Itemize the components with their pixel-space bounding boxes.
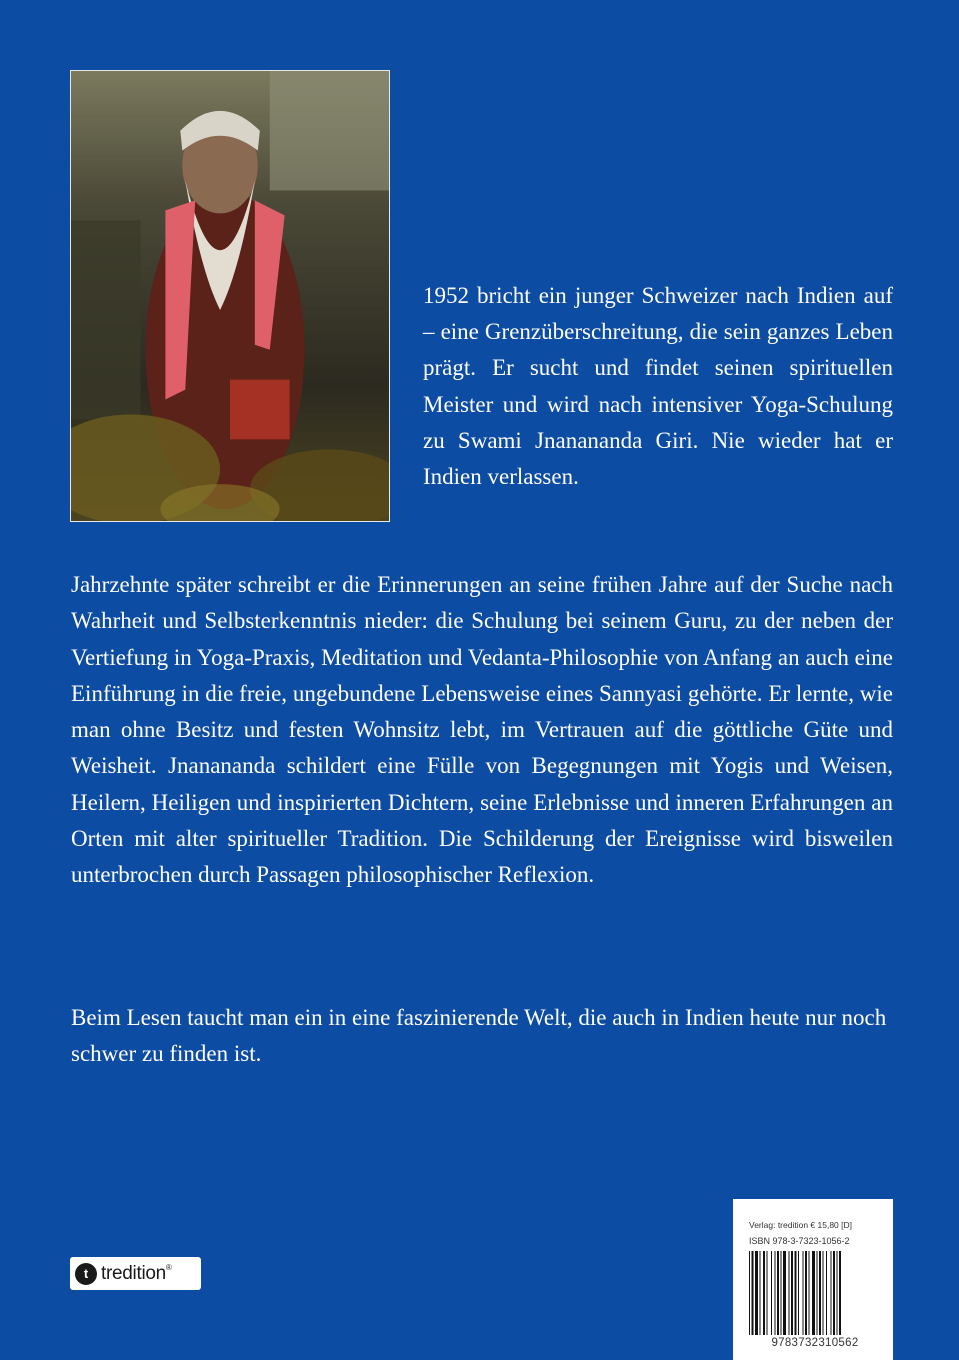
- barcode-bar: [763, 1251, 765, 1335]
- barcode-bar: [777, 1251, 779, 1335]
- registered-mark: ®: [165, 1263, 172, 1272]
- publisher-logo: [70, 1257, 201, 1290]
- intro-paragraph: 1952 bricht ein junger Schweizer nach Indien auf – eine Grenzüberschreitung, die sein ganzes Leben prägt. Er sucht und findet seinen spirituellen Meister und wird nach intensiver Yoga-Schulung zu Swami Jnanananda Giri. Nie wieder hat er Indien verlassen.: [423, 283, 893, 490]
- publisher-name: tredition: [101, 1262, 166, 1284]
- barcode-bar: [755, 1251, 758, 1335]
- tredition-logo-icon: t: [75, 1263, 97, 1285]
- barcode-digits: 9783732310562: [771, 1337, 859, 1349]
- barcode-bar: [826, 1251, 827, 1335]
- barcode-bar: [839, 1251, 841, 1335]
- barcode-icon: [749, 1251, 881, 1335]
- barcode-bar: [789, 1251, 790, 1335]
- barcode-bar: [760, 1251, 761, 1335]
- barcode-box: [733, 1199, 893, 1360]
- barcode-bar: [771, 1251, 772, 1335]
- barcode-bar: [749, 1251, 750, 1335]
- barcode-bar: [809, 1251, 810, 1335]
- barcode-bar: [752, 1251, 754, 1335]
- portrait-photo: [71, 71, 389, 521]
- closing-paragraph: Beim Lesen taucht man ein in eine faszinierende Welt, die auch in Indien heute nur noch schwer zu finden ist.: [71, 1005, 887, 1067]
- publisher-price: Verlag: tredition € 15,80 [D]: [749, 1220, 853, 1230]
- barcode-bar: [837, 1251, 838, 1335]
- barcode-bar: [819, 1251, 821, 1335]
- author-photo: [70, 70, 390, 522]
- isbn-label: ISBN 978-3-7323-1056-2: [749, 1236, 850, 1246]
- barcode-bar: [812, 1251, 815, 1335]
- barcode-bar: [803, 1251, 804, 1335]
- barcode-bar: [817, 1251, 818, 1335]
- barcode-bar: [775, 1251, 776, 1335]
- barcode-bar: [798, 1251, 799, 1335]
- body-paragraph: Jahrzehnte später schreibt er die Erinnerungen an seine frühen Jahre auf der Suche nach Wahrheit und Selbsterkenntnis nieder: die Schulung bei seinem Guru, zu der neben der Vertiefung in Yoga-Praxis, Meditation und Vedanta-Philosophie von Anfang an auch eine Einführung in die freie, ungebundene Lebensweise eines Sannyasi gehörte. Er lernte, wie man ohne Besitz und festen Wohnsitz lebt, im Vertrauen auf die göttliche Güte und Weisheit. Jnanananda schildert eine Fülle von Begegnungen mit Yogis und Weisen, Heilern, Heiligen und inspirierten Dichtern, seine Erlebnisse und inneren Erfahrungen an Orten mit alter spiritueller Tradition. Die Schilderung der Ereignisse wird bisweilen unterbrochen durch Passagen philosophischer Reflexion.: [71, 572, 893, 888]
- barcode-bar: [783, 1251, 786, 1335]
- barcode-bar: [791, 1251, 793, 1335]
- barcode-bar: [795, 1251, 797, 1335]
- barcode-bar: [831, 1251, 832, 1335]
- barcode-bar: [767, 1251, 768, 1335]
- barcode-bar: [833, 1251, 835, 1335]
- barcode-bar: [781, 1251, 782, 1335]
- barcode-bar: [823, 1251, 824, 1335]
- barcode-bar: [805, 1251, 807, 1335]
